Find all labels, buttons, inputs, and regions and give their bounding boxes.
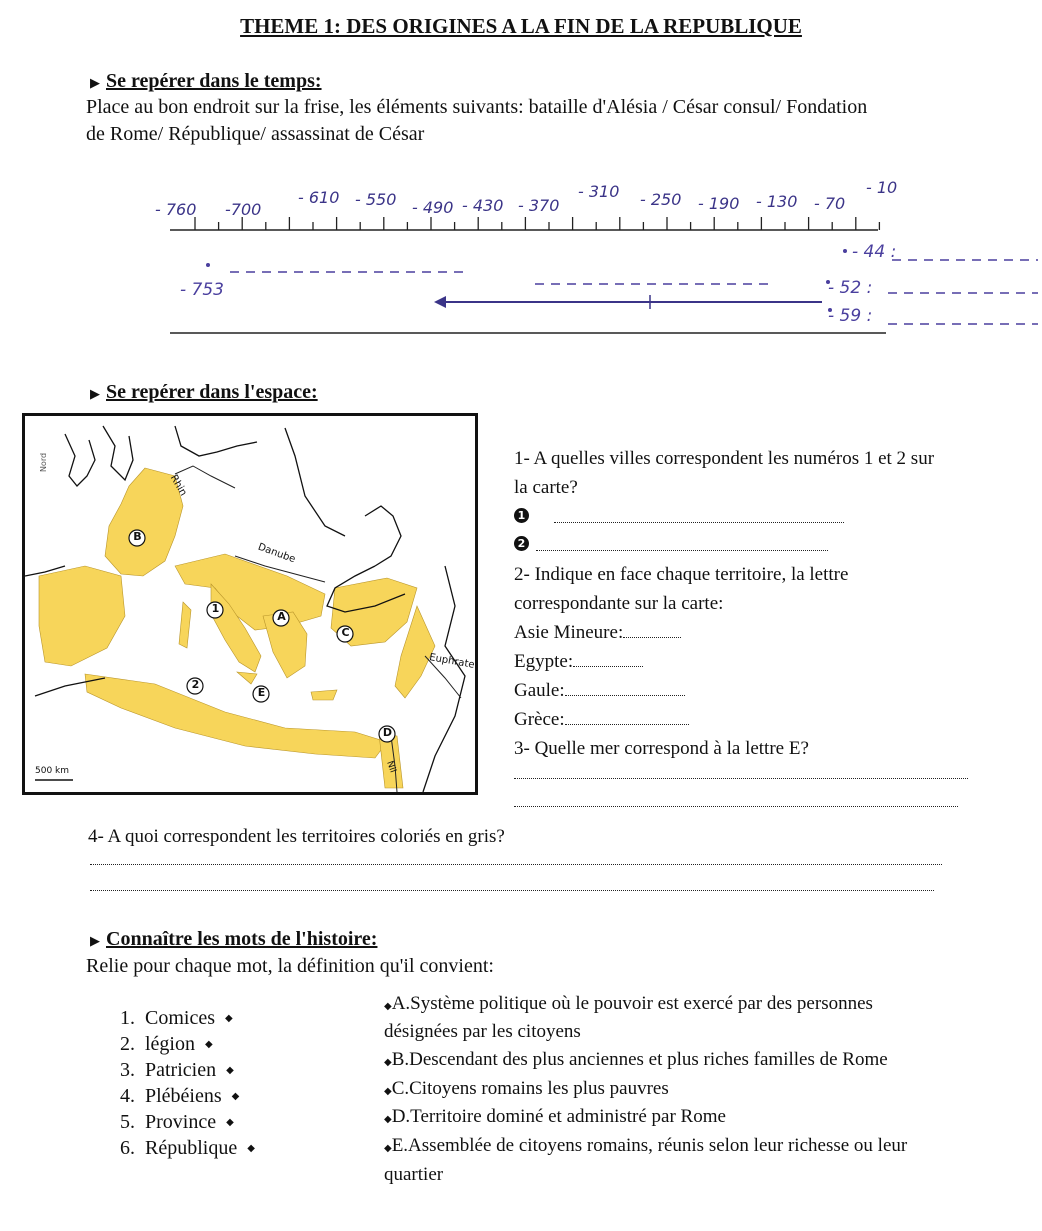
island-crete: [311, 690, 337, 700]
territory-asie-mineure-row[interactable]: [514, 618, 681, 647]
territory-grece-row[interactable]: [514, 705, 689, 734]
timeline-label: - 310: [578, 182, 620, 201]
coast-east: [423, 566, 465, 792]
definition-a[interactable]: [384, 990, 873, 1021]
dot-44: [843, 249, 847, 253]
timeline-label: - 250: [640, 190, 682, 209]
territory-label: Grèce:: [514, 709, 565, 730]
word-label: 5. Province: [120, 1111, 217, 1133]
coast-britain-east: [103, 426, 133, 480]
answer-1-row[interactable]: [514, 506, 834, 528]
territory-blank[interactable]: [565, 708, 689, 725]
map-label-euphrate: Euphrate: [428, 652, 476, 671]
territory-egypte-row[interactable]: [514, 647, 643, 676]
word-label: 6. République: [120, 1137, 238, 1159]
word-label: 2. légion: [120, 1033, 195, 1055]
coast-baltic: [285, 428, 345, 536]
map-letter-a: A: [277, 610, 286, 623]
words-heading-text: Connaître les mots de l'histoire:: [106, 928, 378, 950]
definition-text: B.Descendant des plus anciennes et plus riches familles de Rome: [391, 1049, 888, 1070]
question-2-line2: correspondante sur la carte:: [514, 593, 724, 614]
word-plebeiens[interactable]: [120, 1083, 239, 1110]
map-label-nil: Nil: [384, 759, 398, 775]
question-2-line1: 2- Indique en face chaque territoire, la lettre: [514, 564, 849, 585]
territory-blank[interactable]: [573, 650, 643, 667]
triangle-right-icon: ▶: [90, 933, 100, 948]
word-province[interactable]: [120, 1109, 234, 1136]
timeline-label: - 610: [298, 188, 340, 207]
island-corse-sardaigne: [179, 602, 191, 648]
timeline-labels: [155, 178, 897, 219]
map-letter-c: C: [341, 626, 350, 639]
triangle-right-icon: ▶: [90, 75, 100, 90]
map-label-danube: Danube: [256, 541, 297, 566]
number-2-icon: 2: [514, 536, 529, 551]
territory-label: Egypte:: [514, 651, 574, 672]
diamond-icon[interactable]: ◆: [205, 1039, 213, 1051]
annotation-59: - 59 :: [828, 306, 873, 326]
word-comices[interactable]: [120, 1005, 233, 1032]
map-letter-e: E: [257, 686, 266, 699]
timeline-label: - 130: [756, 192, 798, 211]
definition-text: A.Système politique où le pouvoir est exercé par des personnes: [391, 993, 873, 1014]
word-patricien[interactable]: [120, 1057, 234, 1084]
time-instruction-line1: Place au bon endroit sur la frise, les éléments suivants: bataille d'Alésia / César consul/ Fondation: [86, 96, 868, 118]
timeline-label: - 70: [814, 194, 846, 213]
map-letter-d: D: [382, 726, 393, 739]
map-letter-b: B: [133, 530, 142, 543]
definition-e[interactable]: [384, 1132, 907, 1163]
diamond-icon[interactable]: ◆: [384, 1057, 392, 1068]
number-1-icon: 1: [514, 508, 529, 523]
territory-blank[interactable]: [565, 679, 685, 696]
arrow-head-icon: [434, 296, 446, 308]
question-3: 3- Quelle mer correspond à la lettre E?: [514, 738, 809, 759]
timeline-label: - 10: [866, 178, 898, 197]
word-label: 3. Patricien: [120, 1059, 217, 1081]
definition-text: D.Territoire dominé et administré par Rome: [391, 1106, 726, 1127]
diamond-icon[interactable]: ◆: [384, 1001, 392, 1012]
territory-label: Asie Mineure:: [514, 622, 624, 643]
territory-afrique: [85, 674, 387, 758]
territory-gaule-row[interactable]: [514, 676, 685, 705]
answer-3-blank-2[interactable]: [514, 806, 958, 807]
definition-b[interactable]: [384, 1046, 888, 1077]
timeline-label: -700: [225, 200, 262, 219]
diamond-icon[interactable]: ◆: [384, 1086, 392, 1097]
timeline-label: - 490: [412, 198, 454, 217]
diamond-icon[interactable]: ◆: [226, 1065, 234, 1077]
word-label: 1. Comices: [120, 1007, 215, 1029]
map-scale-label: 500 km: [35, 766, 70, 776]
dot-753: [206, 263, 210, 267]
definition-a-line2: désignées par les citoyens: [384, 1021, 581, 1042]
timeline-label: - 430: [462, 196, 504, 215]
diamond-icon[interactable]: ◆: [231, 1091, 240, 1103]
annotation-753: - 753: [180, 280, 224, 300]
territory-hispania: [39, 566, 125, 666]
question-4: 4- A quoi correspondent les territoires coloriés en gris?: [88, 826, 505, 847]
map-drawing: [25, 416, 475, 792]
timeline-ticks: [195, 217, 879, 230]
answer-2-blank[interactable]: [536, 550, 828, 551]
definition-text: C.Citoyens romains les plus pauvres: [391, 1078, 669, 1099]
map-number-1: 1: [211, 602, 220, 615]
diamond-icon[interactable]: ◆: [226, 1117, 234, 1129]
diamond-icon[interactable]: ◆: [384, 1143, 392, 1154]
word-republique[interactable]: [120, 1135, 255, 1162]
question-1-line1: 1- A quelles villes correspondent les numéros 1 et 2 sur: [514, 448, 935, 469]
diamond-icon[interactable]: ◆: [247, 1143, 255, 1155]
timeline-frieze[interactable]: [150, 175, 1040, 345]
timeline-label: - 370: [518, 196, 560, 215]
map-label-rhin: Rhin: [167, 473, 189, 498]
territory-danube: [175, 554, 325, 630]
question-1-line2: la carte?: [514, 477, 578, 498]
time-heading-text: Se repérer dans le temps:: [106, 70, 322, 92]
triangle-right-icon: ▶: [90, 386, 100, 401]
annotation-44: - 44 :: [852, 242, 897, 262]
word-legion[interactable]: [120, 1031, 213, 1058]
map-label-north: Nord: [39, 452, 49, 473]
island-sicile: [237, 672, 257, 684]
territory-label: Gaule:: [514, 680, 565, 701]
page-title: THEME 1: DES ORIGINES A LA FIN DE LA REPUBLIQUE: [240, 14, 802, 38]
roman-empire-map: [22, 413, 478, 795]
timeline-label: - 760: [155, 200, 197, 219]
answer-4-blank-1[interactable]: [90, 864, 942, 865]
time-section-heading: [90, 70, 322, 93]
answer-4-blank-2[interactable]: [90, 890, 934, 891]
word-label: 4. Plébéiens: [120, 1085, 222, 1107]
annotation-52: - 52 :: [828, 278, 873, 298]
space-heading-text: Se repérer dans l'espace:: [106, 381, 318, 403]
answer-1-blank[interactable]: [554, 522, 844, 523]
timeline-label: - 190: [698, 194, 740, 213]
space-section-heading: [90, 381, 318, 404]
time-instruction-line2: de Rome/ République/ assassinat de César: [86, 123, 425, 145]
words-section-heading: [90, 928, 377, 951]
coast-britain: [65, 434, 95, 486]
definition-d[interactable]: [384, 1103, 726, 1134]
coast-north-sea: [175, 426, 257, 456]
map-number-2: 2: [191, 678, 200, 691]
coast-black-sea-north: [365, 506, 401, 566]
words-instruction: Relie pour chaque mot, la définition qu'il convient:: [86, 955, 494, 977]
definition-e-line2: quartier: [384, 1164, 444, 1185]
diamond-icon[interactable]: ◆: [384, 1114, 392, 1125]
definition-c[interactable]: [384, 1075, 669, 1106]
definition-text: E.Assemblée de citoyens romains, réunis selon leur richesse ou leur: [391, 1135, 908, 1156]
answer-2-row[interactable]: [514, 534, 834, 556]
timeline-label: - 550: [355, 190, 397, 209]
territory-blank[interactable]: [623, 621, 681, 638]
diamond-icon[interactable]: ◆: [225, 1013, 233, 1025]
answer-3-blank-1[interactable]: [514, 778, 968, 779]
